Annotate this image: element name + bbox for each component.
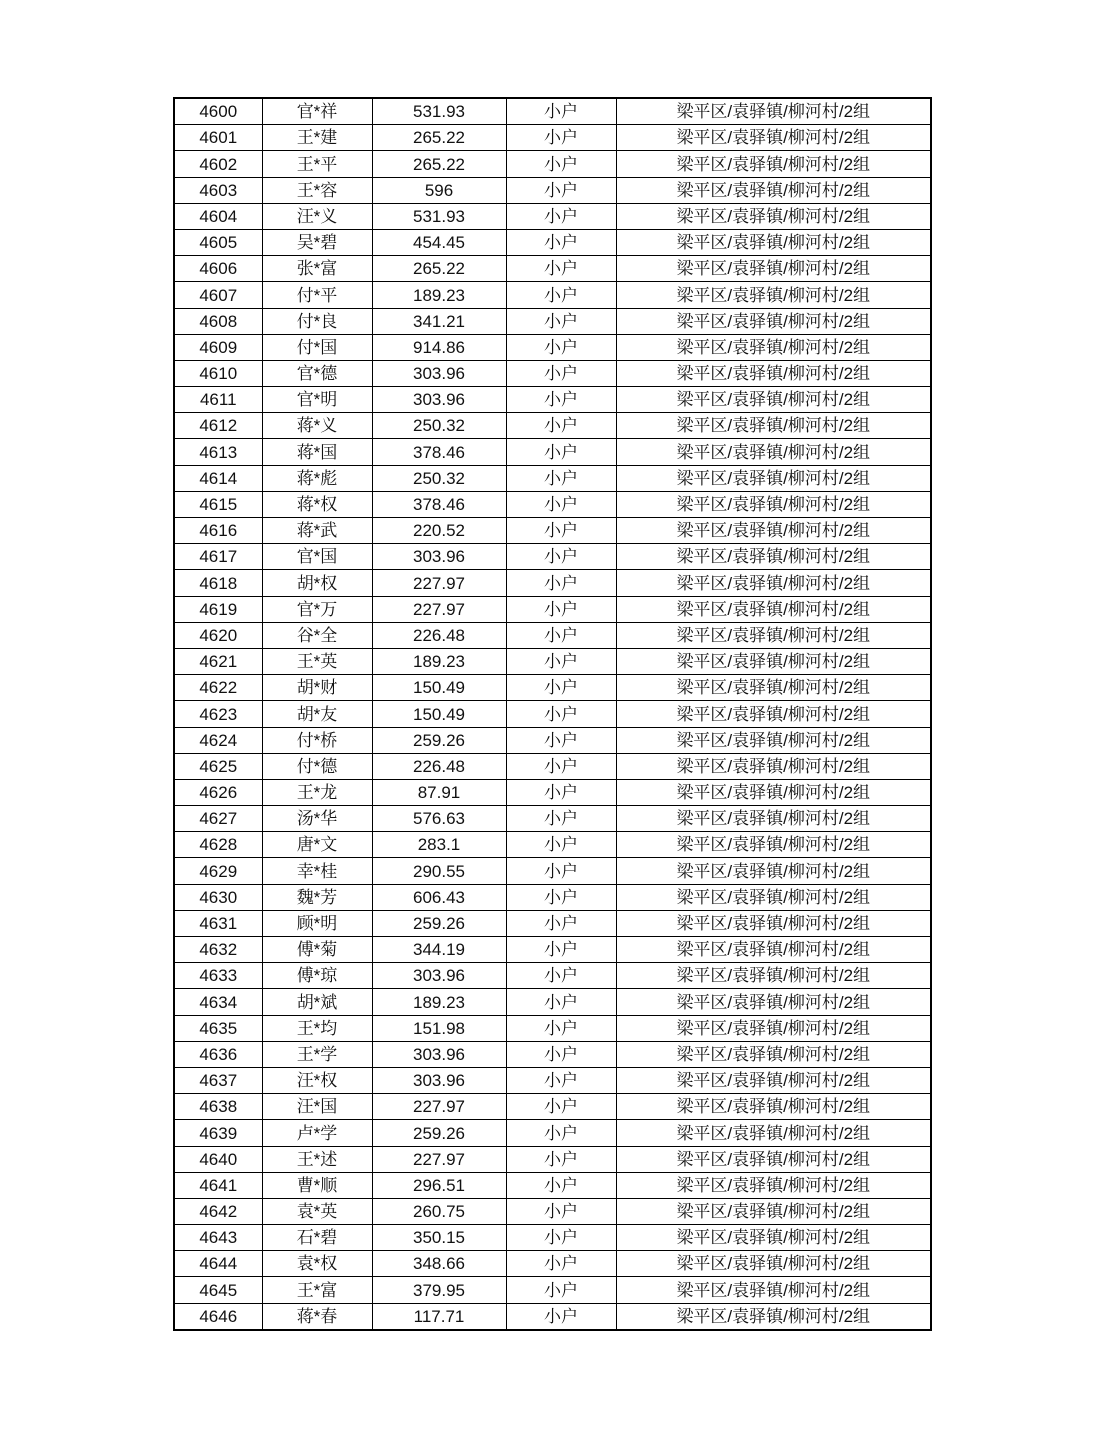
table-row (174, 229, 931, 255)
address-cell: 梁平区/袁驿镇/柳河村/2组 (616, 439, 931, 465)
address-cell: 梁平区/袁驿镇/柳河村/2组 (616, 989, 931, 1015)
address-cell: 梁平区/袁驿镇/柳河村/2组 (616, 177, 931, 203)
table-row (174, 1303, 931, 1330)
address-cell: 梁平区/袁驿镇/柳河村/2组 (616, 387, 931, 413)
household-type-cell: 小户 (506, 1277, 616, 1303)
row-number-cell: 4605 (174, 229, 262, 255)
household-type-cell: 小户 (506, 963, 616, 989)
name-cell: 王*英 (262, 648, 372, 674)
row-number-cell: 4645 (174, 1277, 262, 1303)
address-cell: 梁平区/袁驿镇/柳河村/2组 (616, 622, 931, 648)
household-type-cell: 小户 (506, 675, 616, 701)
household-type-cell: 小户 (506, 648, 616, 674)
name-cell: 王*富 (262, 1277, 372, 1303)
address-cell: 梁平区/袁驿镇/柳河村/2组 (616, 753, 931, 779)
amount-cell: 606.43 (372, 884, 506, 910)
address-cell: 梁平区/袁驿镇/柳河村/2组 (616, 701, 931, 727)
household-type-cell: 小户 (506, 1146, 616, 1172)
name-cell: 蒋*武 (262, 518, 372, 544)
household-type-cell: 小户 (506, 779, 616, 805)
amount-cell: 259.26 (372, 1120, 506, 1146)
address-cell: 梁平区/袁驿镇/柳河村/2组 (616, 203, 931, 229)
table-row (174, 465, 931, 491)
name-cell: 石*碧 (262, 1225, 372, 1251)
amount-cell: 283.1 (372, 832, 506, 858)
address-cell: 梁平区/袁驿镇/柳河村/2组 (616, 229, 931, 255)
row-number-cell: 4616 (174, 518, 262, 544)
row-number-cell: 4604 (174, 203, 262, 229)
amount-cell: 260.75 (372, 1198, 506, 1224)
household-type-cell: 小户 (506, 727, 616, 753)
table-row (174, 1172, 931, 1198)
address-cell: 梁平区/袁驿镇/柳河村/2组 (616, 675, 931, 701)
row-number-cell: 4642 (174, 1198, 262, 1224)
table-row (174, 125, 931, 151)
amount-cell: 378.46 (372, 439, 506, 465)
household-type-cell: 小户 (506, 334, 616, 360)
amount-cell: 227.97 (372, 1146, 506, 1172)
household-type-cell: 小户 (506, 701, 616, 727)
table-row (174, 570, 931, 596)
amount-cell: 226.48 (372, 622, 506, 648)
name-cell: 王*容 (262, 177, 372, 203)
row-number-cell: 4606 (174, 256, 262, 282)
address-cell: 梁平区/袁驿镇/柳河村/2组 (616, 910, 931, 936)
amount-cell: 250.32 (372, 465, 506, 491)
row-number-cell: 4601 (174, 125, 262, 151)
row-number-cell: 4617 (174, 544, 262, 570)
name-cell: 傅*菊 (262, 937, 372, 963)
table-row (174, 648, 931, 674)
name-cell: 官*国 (262, 544, 372, 570)
address-cell: 梁平区/袁驿镇/柳河村/2组 (616, 570, 931, 596)
address-cell: 梁平区/袁驿镇/柳河村/2组 (616, 884, 931, 910)
address-cell: 梁平区/袁驿镇/柳河村/2组 (616, 1303, 931, 1330)
household-type-cell: 小户 (506, 125, 616, 151)
table-body (174, 98, 931, 1330)
amount-cell: 531.93 (372, 98, 506, 125)
address-cell: 梁平区/袁驿镇/柳河村/2组 (616, 125, 931, 151)
row-number-cell: 4639 (174, 1120, 262, 1146)
table-row (174, 858, 931, 884)
table-row (174, 1146, 931, 1172)
amount-cell: 379.95 (372, 1277, 506, 1303)
row-number-cell: 4610 (174, 360, 262, 386)
name-cell: 曹*顺 (262, 1172, 372, 1198)
address-cell: 梁平区/袁驿镇/柳河村/2组 (616, 544, 931, 570)
table-row (174, 596, 931, 622)
table-row (174, 1277, 931, 1303)
amount-cell: 220.52 (372, 518, 506, 544)
address-cell: 梁平区/袁驿镇/柳河村/2组 (616, 518, 931, 544)
table-row (174, 518, 931, 544)
household-type-cell: 小户 (506, 910, 616, 936)
table-row (174, 334, 931, 360)
amount-cell: 150.49 (372, 701, 506, 727)
name-cell: 胡*友 (262, 701, 372, 727)
name-cell: 张*富 (262, 256, 372, 282)
row-number-cell: 4638 (174, 1094, 262, 1120)
address-cell: 梁平区/袁驿镇/柳河村/2组 (616, 151, 931, 177)
amount-cell: 531.93 (372, 203, 506, 229)
address-cell: 梁平区/袁驿镇/柳河村/2组 (616, 1041, 931, 1067)
name-cell: 幸*桂 (262, 858, 372, 884)
address-cell: 梁平区/袁驿镇/柳河村/2组 (616, 1225, 931, 1251)
household-type-cell: 小户 (506, 1015, 616, 1041)
household-type-cell: 小户 (506, 98, 616, 125)
household-type-cell: 小户 (506, 518, 616, 544)
table-row (174, 1094, 931, 1120)
household-type-cell: 小户 (506, 806, 616, 832)
amount-cell: 596 (372, 177, 506, 203)
row-number-cell: 4635 (174, 1015, 262, 1041)
household-type-cell: 小户 (506, 151, 616, 177)
household-type-cell: 小户 (506, 308, 616, 334)
name-cell: 付*国 (262, 334, 372, 360)
row-number-cell: 4602 (174, 151, 262, 177)
amount-cell: 189.23 (372, 989, 506, 1015)
name-cell: 胡*权 (262, 570, 372, 596)
row-number-cell: 4640 (174, 1146, 262, 1172)
name-cell: 王*述 (262, 1146, 372, 1172)
household-type-cell: 小户 (506, 491, 616, 517)
row-number-cell: 4646 (174, 1303, 262, 1330)
table-row (174, 203, 931, 229)
row-number-cell: 4623 (174, 701, 262, 727)
amount-cell: 344.19 (372, 937, 506, 963)
table-row (174, 439, 931, 465)
name-cell: 汪*义 (262, 203, 372, 229)
name-cell: 官*德 (262, 360, 372, 386)
row-number-cell: 4607 (174, 282, 262, 308)
table-row (174, 360, 931, 386)
row-number-cell: 4611 (174, 387, 262, 413)
amount-cell: 189.23 (372, 648, 506, 674)
table-row (174, 544, 931, 570)
household-type-cell: 小户 (506, 1172, 616, 1198)
name-cell: 付*德 (262, 753, 372, 779)
name-cell: 付*良 (262, 308, 372, 334)
row-number-cell: 4634 (174, 989, 262, 1015)
row-number-cell: 4644 (174, 1251, 262, 1277)
household-type-cell: 小户 (506, 465, 616, 491)
name-cell: 吴*碧 (262, 229, 372, 255)
table-row (174, 1015, 931, 1041)
amount-cell: 454.45 (372, 229, 506, 255)
amount-cell: 303.96 (372, 963, 506, 989)
amount-cell: 303.96 (372, 387, 506, 413)
table-row (174, 151, 931, 177)
household-type-cell: 小户 (506, 177, 616, 203)
household-type-cell: 小户 (506, 413, 616, 439)
address-cell: 梁平区/袁驿镇/柳河村/2组 (616, 1251, 931, 1277)
address-cell: 梁平区/袁驿镇/柳河村/2组 (616, 779, 931, 805)
name-cell: 蒋*国 (262, 439, 372, 465)
address-cell: 梁平区/袁驿镇/柳河村/2组 (616, 937, 931, 963)
household-type-cell: 小户 (506, 229, 616, 255)
address-cell: 梁平区/袁驿镇/柳河村/2组 (616, 648, 931, 674)
address-cell: 梁平区/袁驿镇/柳河村/2组 (616, 1277, 931, 1303)
address-cell: 梁平区/袁驿镇/柳河村/2组 (616, 596, 931, 622)
amount-cell: 151.98 (372, 1015, 506, 1041)
name-cell: 袁*英 (262, 1198, 372, 1224)
amount-cell: 117.71 (372, 1303, 506, 1330)
name-cell: 付*平 (262, 282, 372, 308)
household-type-cell: 小户 (506, 1303, 616, 1330)
table-row (174, 989, 931, 1015)
amount-cell: 227.97 (372, 596, 506, 622)
row-number-cell: 4631 (174, 910, 262, 936)
row-number-cell: 4609 (174, 334, 262, 360)
household-table (173, 97, 932, 1331)
name-cell: 官*万 (262, 596, 372, 622)
table-row (174, 1067, 931, 1093)
table-row (174, 701, 931, 727)
amount-cell: 189.23 (372, 282, 506, 308)
name-cell: 王*均 (262, 1015, 372, 1041)
name-cell: 蒋*春 (262, 1303, 372, 1330)
address-cell: 梁平区/袁驿镇/柳河村/2组 (616, 1067, 931, 1093)
table-row (174, 1251, 931, 1277)
name-cell: 王*学 (262, 1041, 372, 1067)
table-row (174, 963, 931, 989)
row-number-cell: 4641 (174, 1172, 262, 1198)
address-cell: 梁平区/袁驿镇/柳河村/2组 (616, 413, 931, 439)
household-type-cell: 小户 (506, 1120, 616, 1146)
name-cell: 官*明 (262, 387, 372, 413)
amount-cell: 250.32 (372, 413, 506, 439)
amount-cell: 265.22 (372, 125, 506, 151)
name-cell: 卢*学 (262, 1120, 372, 1146)
row-number-cell: 4630 (174, 884, 262, 910)
household-type-cell: 小户 (506, 1225, 616, 1251)
table-row (174, 1225, 931, 1251)
table-row (174, 622, 931, 648)
table-row (174, 1041, 931, 1067)
row-number-cell: 4633 (174, 963, 262, 989)
row-number-cell: 4628 (174, 832, 262, 858)
address-cell: 梁平区/袁驿镇/柳河村/2组 (616, 1015, 931, 1041)
table-row (174, 779, 931, 805)
table-row (174, 256, 931, 282)
household-type-cell: 小户 (506, 544, 616, 570)
name-cell: 王*建 (262, 125, 372, 151)
name-cell: 魏*芳 (262, 884, 372, 910)
row-number-cell: 4636 (174, 1041, 262, 1067)
address-cell: 梁平区/袁驿镇/柳河村/2组 (616, 256, 931, 282)
address-cell: 梁平区/袁驿镇/柳河村/2组 (616, 1120, 931, 1146)
address-cell: 梁平区/袁驿镇/柳河村/2组 (616, 308, 931, 334)
table-row (174, 308, 931, 334)
row-number-cell: 4600 (174, 98, 262, 125)
amount-cell: 150.49 (372, 675, 506, 701)
amount-cell: 296.51 (372, 1172, 506, 1198)
name-cell: 官*祥 (262, 98, 372, 125)
amount-cell: 259.26 (372, 727, 506, 753)
amount-cell: 226.48 (372, 753, 506, 779)
amount-cell: 303.96 (372, 1041, 506, 1067)
table-row (174, 884, 931, 910)
row-number-cell: 4625 (174, 753, 262, 779)
name-cell: 蒋*义 (262, 413, 372, 439)
household-type-cell: 小户 (506, 1041, 616, 1067)
row-number-cell: 4637 (174, 1067, 262, 1093)
household-type-cell: 小户 (506, 596, 616, 622)
address-cell: 梁平区/袁驿镇/柳河村/2组 (616, 282, 931, 308)
row-number-cell: 4624 (174, 727, 262, 753)
household-type-cell: 小户 (506, 570, 616, 596)
name-cell: 汪*国 (262, 1094, 372, 1120)
address-cell: 梁平区/袁驿镇/柳河村/2组 (616, 360, 931, 386)
name-cell: 胡*财 (262, 675, 372, 701)
table-row (174, 806, 931, 832)
row-number-cell: 4626 (174, 779, 262, 805)
household-type-cell: 小户 (506, 884, 616, 910)
row-number-cell: 4627 (174, 806, 262, 832)
name-cell: 傅*琼 (262, 963, 372, 989)
address-cell: 梁平区/袁驿镇/柳河村/2组 (616, 1094, 931, 1120)
amount-cell: 290.55 (372, 858, 506, 884)
table-row (174, 1120, 931, 1146)
name-cell: 袁*权 (262, 1251, 372, 1277)
amount-cell: 265.22 (372, 151, 506, 177)
name-cell: 谷*全 (262, 622, 372, 648)
name-cell: 王*龙 (262, 779, 372, 805)
household-type-cell: 小户 (506, 1198, 616, 1224)
household-type-cell: 小户 (506, 832, 616, 858)
name-cell: 顾*明 (262, 910, 372, 936)
row-number-cell: 4629 (174, 858, 262, 884)
household-type-cell: 小户 (506, 622, 616, 648)
household-type-cell: 小户 (506, 1067, 616, 1093)
amount-cell: 227.97 (372, 1094, 506, 1120)
table-row (174, 1198, 931, 1224)
address-cell: 梁平区/袁驿镇/柳河村/2组 (616, 806, 931, 832)
table-row (174, 832, 931, 858)
table-row (174, 937, 931, 963)
address-cell: 梁平区/袁驿镇/柳河村/2组 (616, 465, 931, 491)
amount-cell: 341.21 (372, 308, 506, 334)
row-number-cell: 4613 (174, 439, 262, 465)
household-type-cell: 小户 (506, 1251, 616, 1277)
address-cell: 梁平区/袁驿镇/柳河村/2组 (616, 1172, 931, 1198)
table-row (174, 177, 931, 203)
household-type-cell: 小户 (506, 858, 616, 884)
table-row (174, 753, 931, 779)
amount-cell: 378.46 (372, 491, 506, 517)
table-row (174, 675, 931, 701)
address-cell: 梁平区/袁驿镇/柳河村/2组 (616, 832, 931, 858)
household-type-cell: 小户 (506, 439, 616, 465)
amount-cell: 87.91 (372, 779, 506, 805)
amount-cell: 303.96 (372, 360, 506, 386)
address-cell: 梁平区/袁驿镇/柳河村/2组 (616, 858, 931, 884)
table-row (174, 387, 931, 413)
household-type-cell: 小户 (506, 1094, 616, 1120)
amount-cell: 348.66 (372, 1251, 506, 1277)
table-row (174, 910, 931, 936)
household-type-cell: 小户 (506, 989, 616, 1015)
table-row (174, 98, 931, 125)
amount-cell: 350.15 (372, 1225, 506, 1251)
amount-cell: 303.96 (372, 544, 506, 570)
row-number-cell: 4603 (174, 177, 262, 203)
address-cell: 梁平区/袁驿镇/柳河村/2组 (616, 334, 931, 360)
name-cell: 汤*华 (262, 806, 372, 832)
name-cell: 付*桥 (262, 727, 372, 753)
table-row (174, 727, 931, 753)
household-type-cell: 小户 (506, 387, 616, 413)
household-type-cell: 小户 (506, 753, 616, 779)
household-type-cell: 小户 (506, 203, 616, 229)
row-number-cell: 4622 (174, 675, 262, 701)
row-number-cell: 4619 (174, 596, 262, 622)
address-cell: 梁平区/袁驿镇/柳河村/2组 (616, 727, 931, 753)
amount-cell: 227.97 (372, 570, 506, 596)
name-cell: 唐*文 (262, 832, 372, 858)
address-cell: 梁平区/袁驿镇/柳河村/2组 (616, 98, 931, 125)
table-row (174, 282, 931, 308)
address-cell: 梁平区/袁驿镇/柳河村/2组 (616, 1146, 931, 1172)
row-number-cell: 4614 (174, 465, 262, 491)
address-cell: 梁平区/袁驿镇/柳河村/2组 (616, 963, 931, 989)
name-cell: 蒋*权 (262, 491, 372, 517)
amount-cell: 914.86 (372, 334, 506, 360)
amount-cell: 265.22 (372, 256, 506, 282)
household-type-cell: 小户 (506, 360, 616, 386)
table-row (174, 491, 931, 517)
row-number-cell: 4618 (174, 570, 262, 596)
amount-cell: 576.63 (372, 806, 506, 832)
amount-cell: 259.26 (372, 910, 506, 936)
table-row (174, 413, 931, 439)
row-number-cell: 4643 (174, 1225, 262, 1251)
name-cell: 王*平 (262, 151, 372, 177)
row-number-cell: 4632 (174, 937, 262, 963)
name-cell: 胡*斌 (262, 989, 372, 1015)
amount-cell: 303.96 (372, 1067, 506, 1093)
row-number-cell: 4620 (174, 622, 262, 648)
address-cell: 梁平区/袁驿镇/柳河村/2组 (616, 1198, 931, 1224)
household-type-cell: 小户 (506, 282, 616, 308)
address-cell: 梁平区/袁驿镇/柳河村/2组 (616, 491, 931, 517)
row-number-cell: 4621 (174, 648, 262, 674)
row-number-cell: 4608 (174, 308, 262, 334)
household-type-cell: 小户 (506, 256, 616, 282)
name-cell: 汪*权 (262, 1067, 372, 1093)
row-number-cell: 4615 (174, 491, 262, 517)
household-type-cell: 小户 (506, 937, 616, 963)
name-cell: 蒋*彪 (262, 465, 372, 491)
row-number-cell: 4612 (174, 413, 262, 439)
